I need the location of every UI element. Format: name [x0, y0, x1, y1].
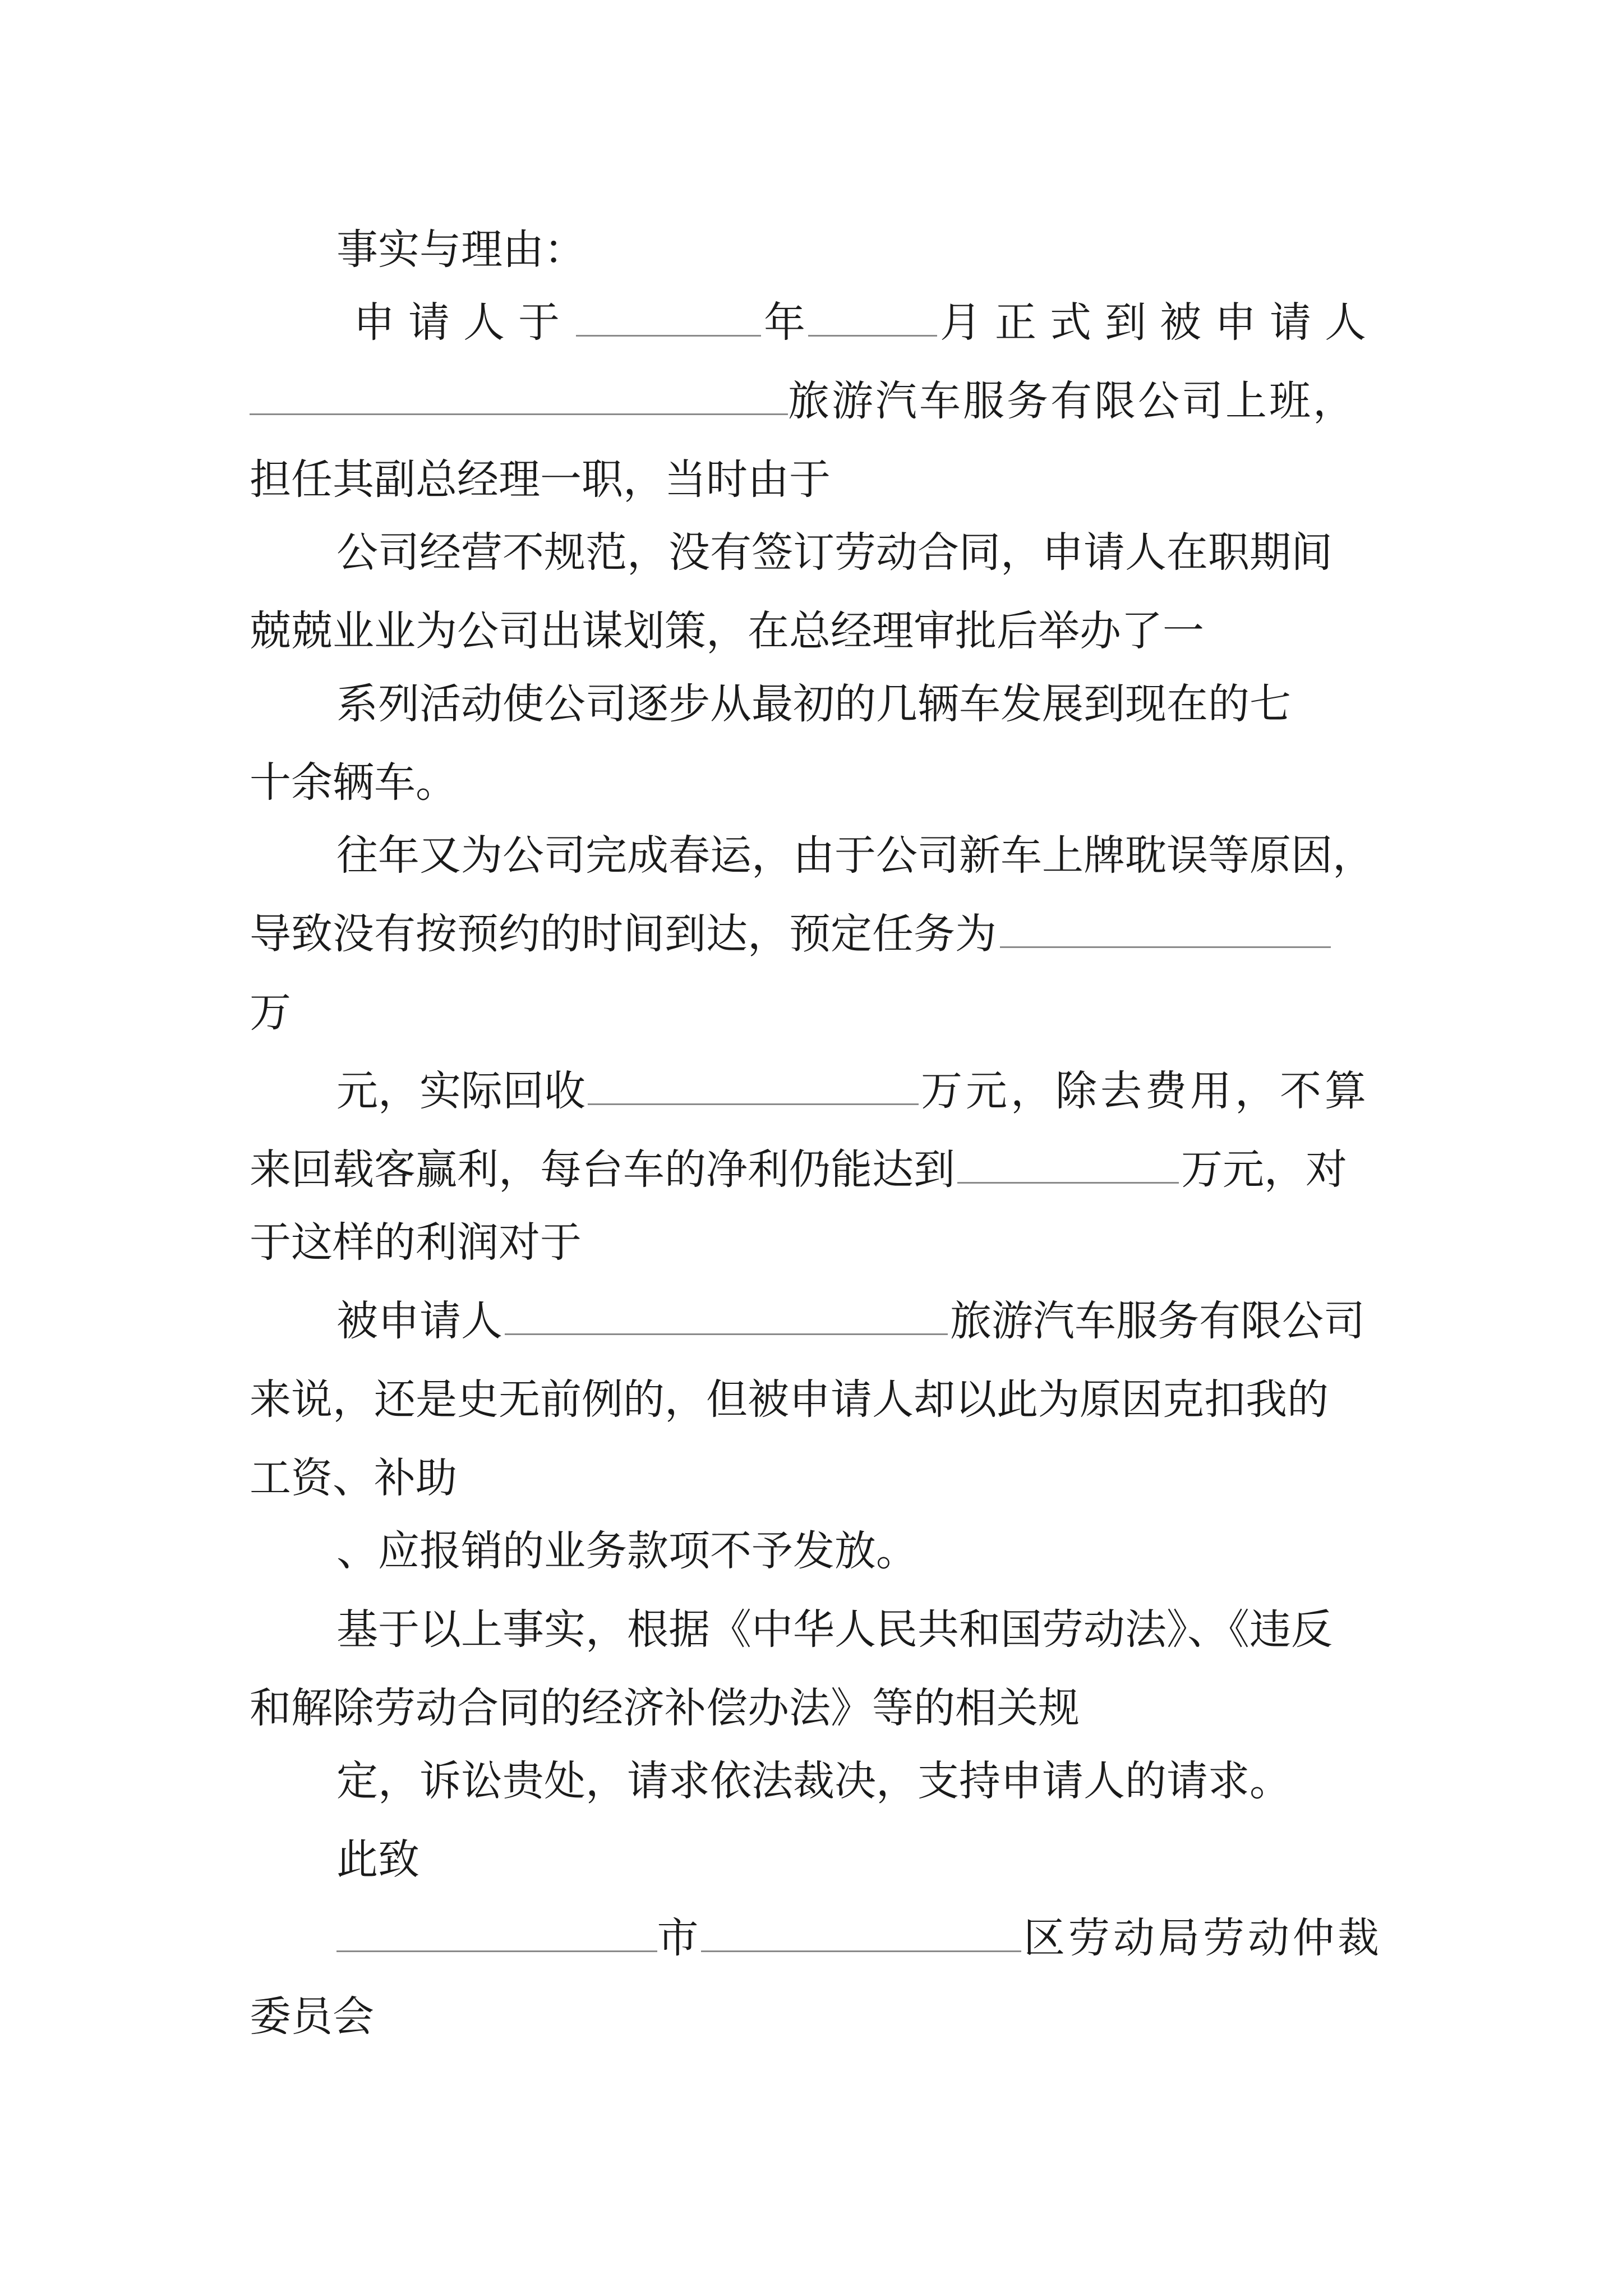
blank-respondent-company[interactable] — [250, 374, 788, 415]
blank-month[interactable] — [808, 296, 937, 337]
paragraph-4-line-1: 往年又为公司完成春运，由于公司新车上牌耽误等原因， — [336, 831, 1374, 880]
section-heading: 事实与理由： — [336, 226, 585, 274]
blank-net-profit[interactable] — [957, 1143, 1179, 1184]
closing-addressee-line: 市 区劳动局劳动仲裁 — [336, 1907, 1382, 1969]
blank-city[interactable] — [336, 1911, 657, 1952]
paragraph-8-line-2: 和解除劳动合同的经济补偿办法》等的相关规 — [250, 1684, 1080, 1732]
paragraph-5-line-2: 来回载客赢利，每台车的净利仍能达到 万元，对 — [250, 1139, 1347, 1200]
paragraph-6-line-2: 来说，还是史无前例的，但被申请人却以此为原因克扣我的 — [250, 1375, 1329, 1424]
paragraph-7-line-1: 、应报销的业务款项不予发放。 — [336, 1527, 917, 1575]
paragraph-2-line-1: 公司经营不规范，没有签订劳动合同，申请人在职期间 — [336, 528, 1332, 577]
paragraph-5-line-1: 元，实际回收 万元，除去费用，不算 — [336, 1060, 1382, 1122]
paragraph-4-line-2: 导致没有按预约的时间到达，预定任务为 — [250, 903, 1331, 965]
paragraph-8-line-1: 基于以上事实，根据《中华人民共和国劳动法》、《违反 — [336, 1605, 1332, 1654]
blank-actual-amount[interactable] — [588, 1064, 919, 1105]
paragraph-6-line-3: 工资、补助 — [250, 1454, 457, 1502]
paragraph-1-line-3: 担任其副总经理一职，当时由于 — [250, 455, 831, 504]
closing-salutation: 此致 — [336, 1835, 419, 1884]
blank-year[interactable] — [576, 296, 761, 337]
paragraph-5-line-3: 于这样的利润对于 — [250, 1218, 582, 1267]
paragraph-1-line-1: 申请人于 年 月正式到被申请人 — [353, 292, 1380, 353]
closing-committee: 委员会 — [250, 1993, 374, 2041]
paragraph-3-line-1: 系列活动使公司逐步从最初的几辆车发展到现在的七 — [336, 680, 1291, 728]
paragraph-1-line-2: 旅游汽车服务有限公司上班， — [250, 370, 1382, 432]
blank-respondent-name[interactable] — [505, 1294, 948, 1335]
paragraph-2-line-2: 兢兢业业为公司出谋划策，在总经理审批后举办了一 — [250, 607, 1204, 655]
blank-district[interactable] — [701, 1911, 1022, 1952]
paragraph-9-line-1: 定，诉讼贵处，请求依法裁决，支持申请人的请求。 — [336, 1757, 1291, 1805]
paragraph-3-line-2: 十余辆车。 — [250, 758, 457, 807]
blank-planned-amount[interactable] — [1000, 907, 1331, 948]
paragraph-6-line-1: 被申请人 旅游汽车服务有限公司 — [336, 1290, 1365, 1352]
paragraph-4-line-3: 万 — [250, 988, 291, 1037]
